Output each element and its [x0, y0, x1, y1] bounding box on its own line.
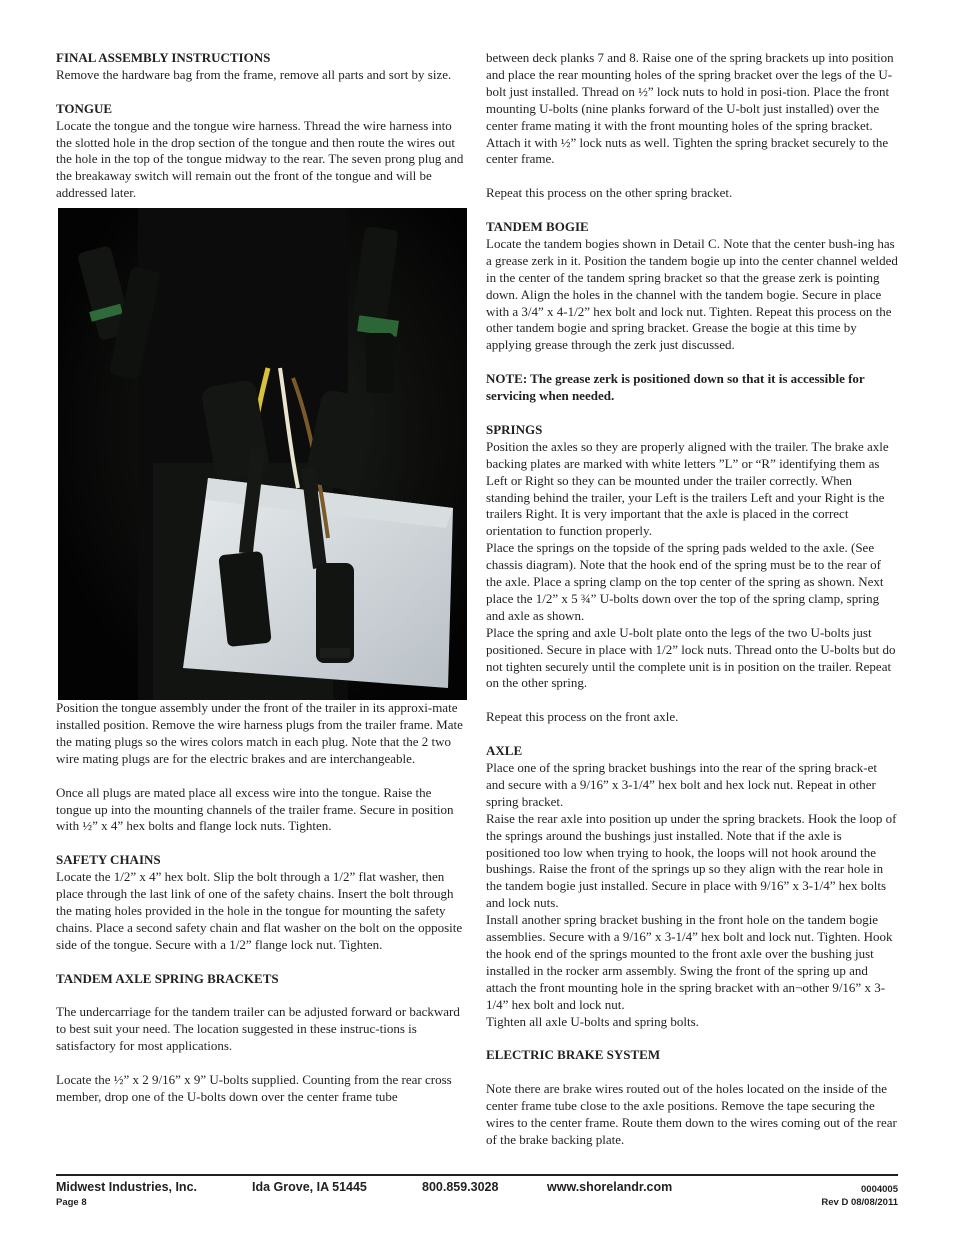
continued-text: between deck planks 7 and 8. Raise one of the spring brackets up into position and place the rear mounting holes of the spring bracket over the legs of the U-bolt just installed. Thread on ½” lock nuts to hold in posi-tion. Place the front mounting U-bolts (nine planks forward of the U-bolt just installed) over the center frame mating it with the front mounting holes of the spring bracket. Attach it with ½” lock nuts as well. Tighten the spring bracket securely to the center frame. — [486, 50, 894, 167]
once-text: Once all plugs are mated place all excess wire into the tongue. Raise the tongue up into the mounting channels of the trailer frame. Secure in position with ½” x 4” hex bolts and flange lock nuts. Tighten. — [56, 784, 454, 834]
safety-chains-text: Locate the 1/2” x 4” hex bolt. Slip the bolt through a 1/2” flat washer, then place through the last link of one of the safety chains. Insert the bolt through the mating holes provided in the hole in the tongue for mounting the safety chains. Place a second safety chain and flat washer on the bolt on the opposite side of the tongue. Secure with a 1/2” flange lock nut. Tighten. — [56, 869, 463, 952]
axle-text-4: Tighten all axle U-bolts and spring bolts. — [486, 1013, 699, 1029]
footer-revision: Rev D 08/08/2011 — [821, 1197, 898, 1208]
tongue-text: Locate the tongue and the tongue wire harness. Thread the wire harness into the slotted hole in the drop section of the tongue and then route the wires out the hole in the top of the tongue midway to the rear. The seven prong plug and the breakaway switch will remain out the front of the tongue and will be addressed later. — [56, 117, 464, 201]
position-text: Position the tongue assembly under the front of the trailer in its approxi-mate installed position. Remove the wire harness plugs from the trailer frame. Mate the mating plugs so the wires colors match in each plug. Note that the 2 two wire mating plugs are for the electric brakes and are interchangeable. — [56, 700, 463, 766]
axle-heading: AXLE — [486, 743, 523, 759]
wire-harness-photo — [58, 208, 467, 700]
springs-text-2: Place the springs on the topside of the spring pads welded to the axle. (See chassis diagram). Note that the hook end of the spring must be to the rear of the axle. Place a spring clamp on the top center of the spring as shown. Next place the 1/2” x 5 ¾” U-bolts down over the top of the spring clamp, spring and axle as shown. — [486, 540, 884, 623]
final-assembly-text: Remove the hardware bag from the frame, remove all parts and sort by size. — [56, 66, 452, 82]
tandem-bogie-text: Locate the tandem bogies shown in Detail C. Note that the center bush-ing has a grease zerk in it. Position the tandem bogie up into the center channel welded in the center of the tandem spring bracket so that the grease zerk is pointing down. Align the holes in the channel with the tandem bogie. Secure in place with a 3/4” x 4-1/2” hex bolt and lock nut. Tighten. Repeat this process on the other tandem bogie and spring bracket. Grease the bogie at this time by applying grease through the zerk just discussed. — [486, 235, 898, 353]
wire-harness-illustration — [58, 208, 467, 700]
locate-ubolts-text: Locate the ½” x 2 9/16” x 9” U-bolts supplied. Counting from the rear cross member, drop one of the U-bolts down over the center frame tube — [56, 1072, 452, 1104]
footer-phone: 800.859.3028 — [422, 1180, 499, 1194]
footer-page-number: Page 8 — [56, 1197, 87, 1208]
repeat-bracket-text: Repeat this process on the other spring bracket. — [486, 185, 733, 201]
springs-heading: SPRINGS — [486, 421, 543, 437]
final-assembly-heading: FINAL ASSEMBLY INSTRUCTIONS — [56, 50, 271, 65]
axle-text-1: Place one of the spring bracket bushings into the rear of the spring brack-et and secure with a 9/16” x 3-1/4” hex bolt and hex lock nut. Repeat in other spring bracket. — [486, 759, 877, 809]
tongue-heading: TONGUE — [56, 100, 113, 116]
footer-doc-number: 0004005 — [861, 1184, 898, 1195]
left-column — [56, 50, 469, 1106]
axle-text-3: Install another spring bracket bushing in the front hole on the tandem bogie assemblies. Secure with a 9/16” x 3-1/4” hex bolt and lock nut. Tighten. Hook the hook end of the springs mounted to the front axle over the bushing just installed in the rocker arm assembly. Swing the front of the spring up and attach the front mounting hole in the spring bracket with an¬other 9/16” x 3-1/4” hex bolt and lock nut. — [486, 912, 893, 1012]
footer-city: Ida Grove, IA 51445 — [252, 1180, 367, 1194]
safety-chains-heading: SAFETY CHAINS — [56, 852, 161, 868]
repeat-axle-text: Repeat this process on the front axle. — [486, 709, 679, 725]
electric-brake-heading: ELECTRIC BRAKE SYSTEM — [486, 1047, 661, 1063]
electric-brake-text: Note there are brake wires routed out of the holes located on the inside of the center frame tube close to the axle positions. Remove the tape securing the wires to the center frame. Route them down to the wires coming out of the rear of the brake backing plate. — [486, 1081, 897, 1147]
tandem-bogie-heading: TANDEM BOGIE — [486, 219, 589, 235]
footer-company: Midwest Industries, Inc. — [56, 1180, 197, 1194]
undercarriage-text: The undercarriage for the tandem trailer can be adjusted forward or backward to best suit your need. The location suggested in these instruc-tions is satisfactory for most applications. — [56, 1004, 460, 1054]
springs-text-3: Place the spring and axle U-bolt plate onto the legs of the two U-bolts just positioned. Secure in place with 1/2” lock nuts. Thread onto the U-bolts but do not tighten securely until the complete unit is in position on the trailer. Repeat on the other spring. — [486, 624, 896, 691]
tandem-spring-brackets-heading: TANDEM AXLE SPRING BRACKETS — [56, 970, 279, 986]
footer-website: www.shorelandr.com — [547, 1180, 673, 1194]
right-column — [486, 50, 898, 1149]
springs-text-1: Position the axles so they are properly aligned with the trailer. The brake axle backing plates are marked with white letters ”L” or “R” identifying them as Left or Right so they can be mounted under the trailer correctly. When standing behind the trailer, your Left is the trailers Left and your Right is the trailers Right. It is very important that the axle is placed in the correct orientation to function properly. — [486, 438, 889, 539]
grease-note: NOTE: The grease zerk is positioned down so that it is accessible for servicing when needed. — [486, 371, 865, 404]
footer-divider — [56, 1174, 898, 1176]
axle-text-2: Raise the rear axle into position up under the spring brackets. Hook the loop of the springs around the bushings just installed. Note that if the axle is positioned too low when trying to hook, the loops will not hook around the bushings. Raise the front of the springs up so they align with the rear hole in the tandem bogie just installed. Secure in place with 9/16” x 3-1/4” hex bolts and lock nuts. — [486, 810, 897, 911]
